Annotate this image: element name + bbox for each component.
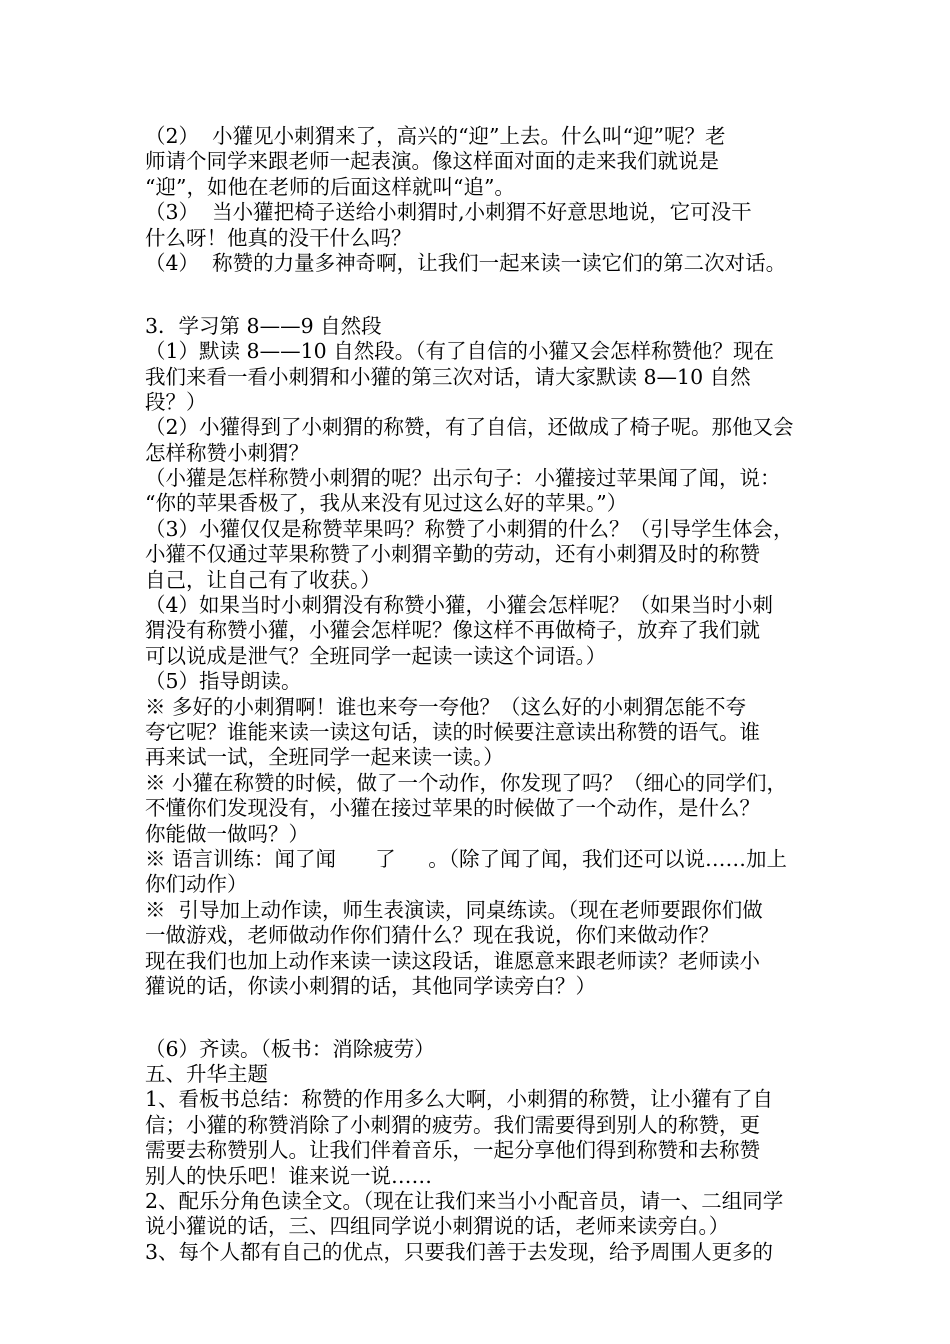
text-line: 说小獾说的话，三、四组同学说小刺猬说的话，老师来读旁白。） [145, 1214, 730, 1239]
text-line: （4）如果当时小刺猬没有称赞小獾，小獾会怎样呢？（如果当时小刺 [145, 593, 774, 618]
text-line: 再来试一试，全班同学一起来读一读。） [145, 745, 504, 770]
text-line: （2） 小獾见小刺猬来了，高兴的“迎”上去。什么叫“迎”呢？老 [145, 124, 726, 148]
text-line: 师请个同学来跟老师一起表演。像这样面对面的走来我们就说是 [145, 149, 719, 174]
text-line: “你的苹果香极了，我从来没有见过这么好的苹果。”） [145, 491, 628, 516]
text-line: ※ 语言训练：闻了闻 了 。（除了闻了闻，我们还可以说……加上 [145, 846, 787, 871]
text-line: （3）小獾仅仅是称赞苹果吗？称赞了小刺猬的什么？（引导学生体会， [145, 516, 794, 541]
spacer [145, 1025, 835, 1037]
text-line: 别人的快乐吧！谁来说一说…… [145, 1163, 432, 1188]
text-line: 小獾不仅通过苹果称赞了小刺猬辛勤的劳动，还有小刺猬及时的称赞 [145, 542, 760, 567]
text-line: 一做游戏，老师做动作你们猜什么？现在我说，你们来做动作？ [145, 923, 719, 948]
text-line: （5）指导朗读。 [145, 669, 302, 694]
text-line: 你们动作） [145, 872, 248, 897]
text-line: ※ 引导加上动作读，师生表演读，同桌练读。（现在老师要跟你们做 [145, 897, 763, 922]
text-line: （3） 当小獾把椅子送给小刺猬时,小刺猬不好意思地说，它可没干 [145, 200, 752, 225]
text-line: （4） 称赞的力量多神奇啊，让我们一起来读一读它们的第二次对话。 [145, 250, 787, 275]
text-line: 不懂你们发现没有，小獾在接过苹果的时候做了一个动作，是什么？ [145, 796, 760, 821]
spacer [145, 302, 835, 314]
blank-line [145, 999, 835, 1024]
text-line: ※ 多好的小刺猬啊！谁也来夸一夸他？（这么好的小刺猬怎能不夸 [145, 694, 747, 719]
section-heading: 3．学习第 8——9 自然段 [145, 313, 382, 338]
document-body [145, 124, 835, 1265]
text-line: 2、配乐分角色读全文。（现在让我们来当小小配音员，请一、二组同学 [145, 1189, 784, 1214]
text-line: 可以说成是泄气？全班同学一起读一读这个词语。） [145, 643, 607, 668]
text-line: 什么呀！他真的没干什么吗？ [145, 225, 412, 250]
text-line: 需要去称赞别人。让我们伴着音乐，一起分享他们得到称赞和去称赞 [145, 1138, 760, 1163]
text-line: （2）小獾得到了小刺猬的称赞，有了自信，还做成了椅子呢。那他又会 [145, 415, 794, 440]
text-line: 夸它呢？谁能来读一读这句话，读的时候要注意读出称赞的语气。谁 [145, 719, 760, 744]
text-line: 1、看板书总结：称赞的作用多么大啊，小刺猬的称赞，让小獾有了自 [145, 1087, 774, 1112]
text-line: 自己，让自己有了收获。） [145, 567, 381, 592]
section-heading: 五、升华主题 [145, 1062, 268, 1087]
text-line: ※ 小獾在称赞的时候，做了一个动作，你发现了吗？（细心的同学们， [145, 770, 788, 795]
text-line: 现在我们也加上动作来读一读这段话，谁愿意来跟老师读？老师读小 [145, 948, 760, 973]
text-line: （1）默读 8——10 自然段。（有了自信的小獾又会怎样称赞他？现在 [145, 339, 774, 364]
text-line: 信；小獾的称赞消除了小刺猬的疲劳。我们需要得到别人的称赞，更 [145, 1112, 760, 1137]
text-line: 段？） [145, 389, 207, 414]
text-line: 你能做一做吗？） [145, 821, 309, 846]
text-line: 怎样称赞小刺猬？ [145, 440, 309, 465]
text-line: “迎”，如他在老师的后面这样就叫“追”。 [145, 174, 515, 199]
text-line: 3、每个人都有自己的优点，只要我们善于去发现，给予周围人更多的 [145, 1239, 774, 1264]
text-line: 獾说的话，你读小刺猬的话，其他同学读旁白？） [145, 973, 596, 998]
text-line: 猬没有称赞小獾，小獾会怎样呢？像这样不再做椅子，放弃了我们就 [145, 618, 760, 643]
text-line: （小獾是怎样称赞小刺猬的呢？出示句子：小獾接过苹果闻了闻，说： [145, 466, 781, 491]
blank-line [145, 276, 835, 301]
text-line: 我们来看一看小刺猬和小獾的第三次对话，请大家默读 8—10 自然 [145, 364, 751, 389]
text-line: （6）齐读。（板书：消除疲劳） [145, 1036, 435, 1061]
